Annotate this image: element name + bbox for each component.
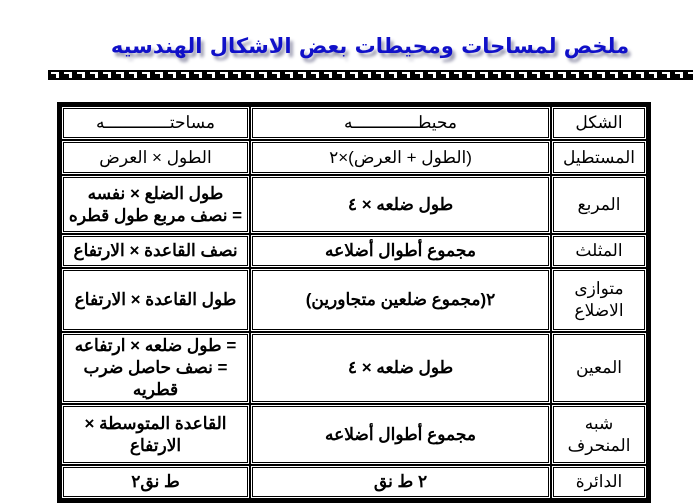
perimeter-cell: طول ضلعه × ٤ — [252, 334, 549, 402]
border-glyph — [311, 72, 319, 78]
table-row — [63, 177, 645, 232]
border-glyph — [441, 72, 449, 78]
border-glyph — [129, 72, 137, 78]
border-glyph — [519, 72, 527, 78]
shapes-formula-table — [57, 102, 651, 503]
border-glyph — [389, 72, 397, 78]
perimeter-cell: ٢(مجموع ضلعين متجاورين) — [252, 270, 549, 330]
perimeter-cell: مجموع أطوال أضلاعه — [252, 406, 549, 463]
area-formula-line: = طول ضلعه × ارتفاعه — [74, 336, 237, 355]
border-glyph — [324, 72, 332, 78]
border-glyph — [142, 72, 150, 78]
table-row — [63, 142, 645, 173]
page-title: ملخص لمساحات ومحيطات بعض الاشكال الهندسيه — [110, 34, 630, 58]
border-glyph — [337, 72, 345, 78]
border-glyph — [233, 72, 241, 78]
perimeter-cell: مجموع أطوال أضلاعه — [252, 236, 549, 266]
shape-name-cell: الدائرة — [553, 467, 645, 497]
shape-name-cell: المربع — [553, 177, 645, 232]
header-perimeter: محيطـــــــــــــه — [252, 108, 549, 138]
border-glyph — [467, 72, 475, 78]
border-glyph — [584, 72, 592, 78]
border-glyph — [571, 72, 579, 78]
shape-name-cell: شبه المنحرف — [553, 406, 645, 463]
table-row — [63, 236, 645, 266]
decorative-border-strip — [48, 70, 693, 80]
border-glyph — [636, 72, 644, 78]
border-glyph — [428, 72, 436, 78]
border-glyph — [558, 72, 566, 78]
shape-name-cell: متوازى الاضلاع — [553, 270, 645, 330]
table-header-row — [63, 108, 645, 138]
border-glyph — [77, 72, 85, 78]
border-glyph — [688, 72, 693, 78]
border-glyph — [415, 72, 423, 78]
area-formula-line: نصف القاعدة × الارتفاع — [73, 241, 238, 260]
border-glyph — [168, 72, 176, 78]
header-shape: الشكل — [553, 108, 645, 138]
header-area: مساحتـــــــــــــه — [63, 108, 248, 138]
border-glyph — [506, 72, 514, 78]
area-formula-line: = نصف حاصل ضرب قطريه — [83, 358, 228, 399]
border-glyph — [272, 72, 280, 78]
border-glyph — [675, 72, 683, 78]
border-glyph — [207, 72, 215, 78]
border-glyph — [610, 72, 618, 78]
area-cell — [63, 236, 248, 266]
border-glyph — [662, 72, 670, 78]
border-glyph — [363, 72, 371, 78]
border-glyph — [64, 72, 72, 78]
border-glyph — [155, 72, 163, 78]
shape-name-cell: المعين — [553, 334, 645, 402]
table-row — [63, 406, 645, 463]
border-glyph — [350, 72, 358, 78]
perimeter-cell: (الطول + العرض)×٢ — [252, 142, 549, 173]
border-glyph — [90, 72, 98, 78]
area-formula-line: = نصف مربع طول قطره — [68, 205, 243, 225]
area-cell — [63, 142, 248, 173]
area-cell — [63, 334, 248, 402]
area-formula-line: ط نق٢ — [131, 472, 180, 491]
border-glyph — [376, 72, 384, 78]
perimeter-cell: طول ضلعه × ٤ — [252, 177, 549, 232]
border-glyph — [285, 72, 293, 78]
border-glyph — [220, 72, 228, 78]
border-glyph — [649, 72, 657, 78]
area-formula-line: الطول × العرض — [99, 147, 212, 167]
border-glyph — [259, 72, 267, 78]
border-glyph — [493, 72, 501, 78]
border-glyph — [597, 72, 605, 78]
border-glyph — [454, 72, 462, 78]
area-formula-line: القاعدة المتوسطة × الارتفاع — [84, 413, 227, 455]
border-glyph — [103, 72, 111, 78]
border-glyph — [181, 72, 189, 78]
border-glyph — [116, 72, 124, 78]
border-glyph — [246, 72, 254, 78]
shape-name-cell: المستطيل — [553, 142, 645, 173]
border-glyph — [194, 72, 202, 78]
border-glyph — [298, 72, 306, 78]
area-cell — [63, 406, 248, 463]
table-row — [63, 334, 645, 402]
area-cell — [63, 177, 248, 232]
area-cell — [63, 467, 248, 497]
border-glyph — [402, 72, 410, 78]
border-glyph — [51, 72, 59, 78]
border-glyph — [545, 72, 553, 78]
border-glyph — [480, 72, 488, 78]
area-formula-line: طول القاعدة × الارتفاع — [74, 290, 237, 309]
perimeter-cell: ٢ ط نق — [252, 467, 549, 497]
table-row — [63, 467, 645, 497]
border-glyph — [532, 72, 540, 78]
area-cell — [63, 270, 248, 330]
border-glyph — [623, 72, 631, 78]
shape-name-cell: المثلث — [553, 236, 645, 266]
area-formula-line: طول الضلع × نفسه — [87, 183, 224, 203]
table-row — [63, 270, 645, 330]
